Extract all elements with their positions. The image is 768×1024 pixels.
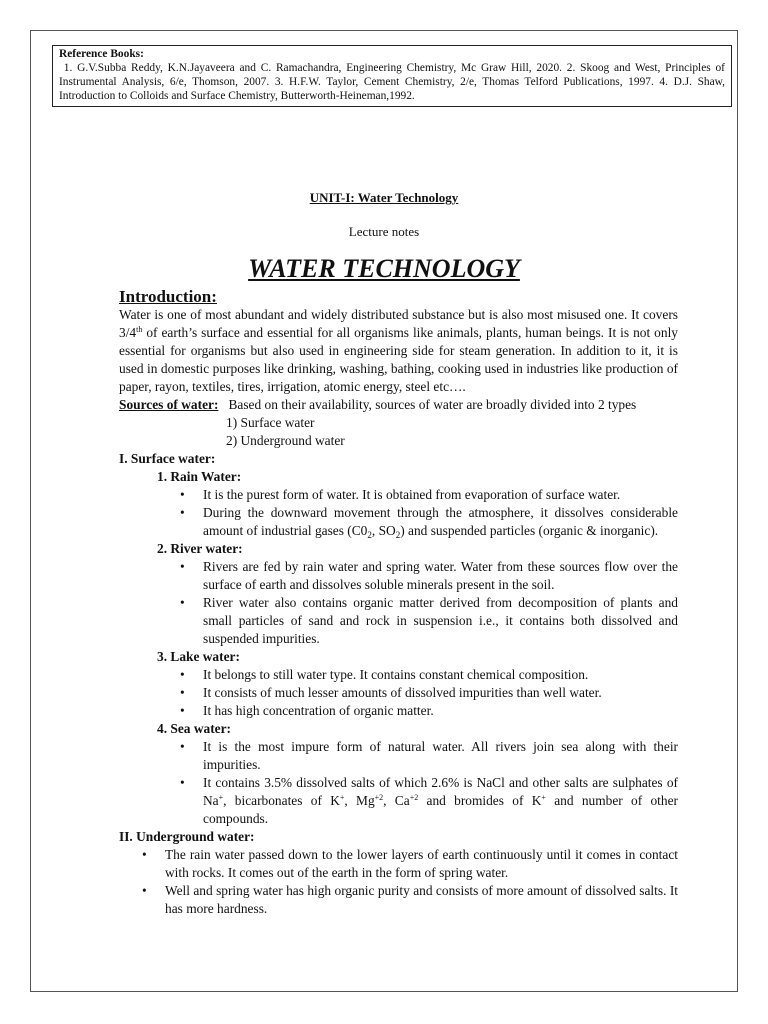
document-body [119, 288, 678, 918]
introduction-heading: Introduction: [119, 287, 217, 306]
list-item: • The rain water passed down to the lower layers of earth continuously until it comes in contact with rocks. It comes out of the earth in the form of spring water. [165, 846, 678, 882]
lake-water-heading: 3. Lake water: [157, 649, 240, 664]
lecture-notes-label: Lecture notes [348, 224, 420, 239]
list-item: • During the downward movement through the atmosphere, it dissolves considerable amount of industrial gases ($C0_2$, $SO_2$) and suspended particles (organic & inorganic). [203, 504, 678, 540]
list-item: 2) Underground water [226, 433, 345, 448]
sources-paragraph: Sources of water: Based on their availability, sources of water are broadly divided into 2 types [119, 397, 637, 412]
underground-water-list [119, 846, 678, 918]
list-item: • Rivers are fed by rain water and spring water. Water from these sources flow over the surface of earth and dissolves soluble minerals present in the soil. [203, 558, 678, 594]
underground-water-heading: II. Underground water: [119, 829, 255, 844]
sources-label: Sources of water: [119, 397, 219, 412]
lake-water-list [119, 666, 678, 720]
reference-books-box [52, 45, 732, 107]
list-item: • It is the most impure form of natural water. All rivers join sea along with their impurities. [203, 738, 678, 774]
sea-water-list [119, 738, 678, 828]
list-item: 1) Surface water [226, 415, 315, 430]
list-item: • River water also contains organic matter derived from decomposition of plants and small particles of sand and rock in suspension i.e., it contains both dissolved and suspended impurities. [203, 594, 678, 648]
river-water-heading: 2. River water: [157, 541, 243, 556]
unit-title: UNIT-I: Water Technology [309, 190, 459, 205]
introduction-paragraph: Water is one of most abundant and widely distributed substance but is also most misused one. It covers 3/4th of earth’s surface and essential for all organisms like animals, plants, human beings. It is not only essential for organisms but also used in engineering side for steam generation. In addition to it, it is used in domestic purposes like drinking, washing, bathing, cooking used in industries like production of paper, rayon, textiles, tires, irrigation, atomic energy, steel etc…. [119, 307, 678, 394]
river-water-list [119, 558, 678, 648]
list-item: • It is the purest form of water. It is obtained from evaporation of surface water. [203, 486, 678, 504]
rain-water-heading: 1. Rain Water: [157, 469, 242, 484]
list-item: • It contains 3.5% dissolved salts of which 2.6% is NaCl and other salts are sulphates of Na+, bicarbonates of K+, $Mg^{+2}$, $Ca^{+2}$ and bromides of K+ and number of other compounds. [203, 774, 678, 828]
surface-water-heading: I. Surface water: [119, 451, 216, 466]
list-item: • Well and spring water has high organic purity and consists of more amount of dissolved salts. It has more hardness. [165, 882, 678, 918]
sea-water-heading: 4. Sea water: [157, 721, 231, 736]
list-item: • It has high concentration of organic matter. [203, 702, 678, 720]
sources-list [119, 414, 678, 450]
rain-water-list [119, 486, 678, 540]
list-item: • It belongs to still water type. It contains constant chemical composition. [203, 666, 678, 684]
reference-books-title: Reference Books: [59, 48, 144, 60]
main-title: WATER TECHNOLOGY [248, 254, 520, 283]
reference-books-text: 1. G.V.Subba Reddy, K.N.Jayaveera and C. Ramachandra, Engineering Chemistry, Mc Graw Hill, 2020. 2. Skoog and West, Principles of Instrumental Analysis, 6/e, Thomson, 2007. 3. H.F.W. Taylor, Cement Chemistry, 2/e, Thomas Telford Publications, 1997. 4. D.J. Shaw, Introduction to Colloids and Surface Chemistry, Butterworth-Heineman,1992. [59, 62, 725, 102]
list-item: • It consists of much lesser amounts of dissolved impurities than well water. [203, 684, 678, 702]
